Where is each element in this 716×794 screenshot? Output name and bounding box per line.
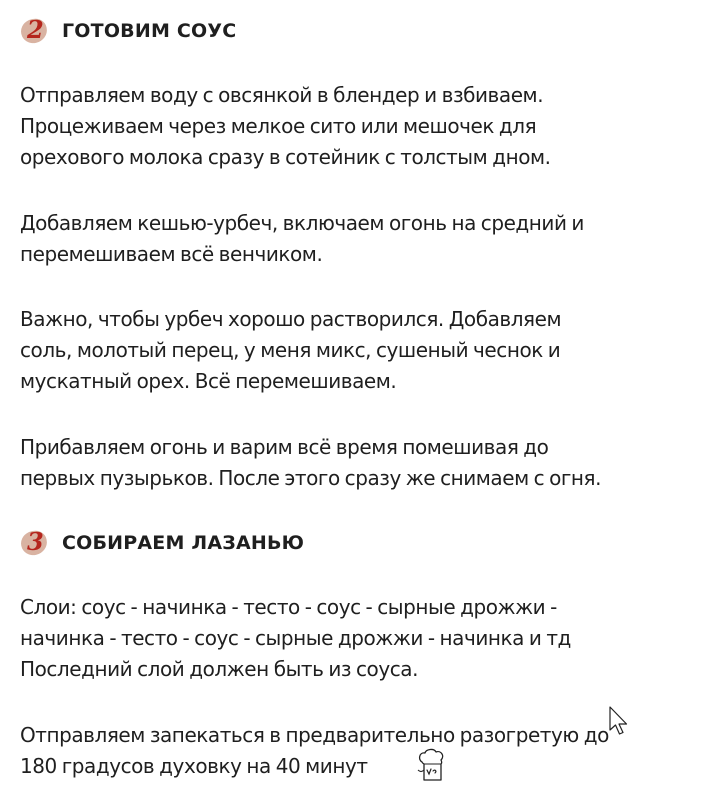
step-number: 3 [27, 527, 44, 556]
text-line: Важно, чтобы урбеч хорошо растворился. Добавляем [20, 307, 562, 331]
paragraph-bake [20, 720, 710, 782]
mouse-pointer-icon [609, 706, 631, 740]
chef-emoji-icon [416, 748, 446, 782]
text-line: Прибавляем огонь и варим всё время помешивая до [20, 435, 549, 459]
step-number: 2 [27, 15, 44, 44]
section-title: СОБИРАЕМ ЛАЗАНЬЮ [62, 532, 305, 554]
step-2-badge-icon [20, 16, 54, 46]
text-line: мускатный орех. Всё перемешиваем. [20, 369, 397, 393]
step-3-badge-icon [20, 528, 54, 558]
paragraph-boil [20, 432, 710, 494]
paragraph-blend [20, 80, 710, 173]
paragraph-urbech [20, 208, 710, 270]
text-line: Отправляем запекаться в предварительно разогретую до [20, 723, 609, 747]
text-line: 180 градусов духовку на 40 минут [20, 754, 368, 778]
text-line: Последний слой должен быть из соуса. [20, 657, 418, 681]
text-line: Слои: соус - начинка - тесто - соус - сырные дрожжи - [20, 595, 557, 619]
text-line: Добавляем кешью-урбеч, включаем огонь на средний и [20, 211, 584, 235]
text-line: орехового молока сразу в сотейник с толстым дном. [20, 145, 551, 169]
text-line: соль, молотый перец, у меня микс, сушеный чеснок и [20, 338, 561, 362]
section-heading-sauce [20, 16, 236, 46]
section-title: ГОТОВИМ СОУС [62, 20, 237, 42]
paragraph-layers [20, 592, 710, 685]
text-line: перемешиваем всё венчиком. [20, 242, 323, 266]
paragraph-spices [20, 304, 710, 397]
text-line: Отправляем воду с овсянкой в блендер и взбиваем. [20, 83, 544, 107]
section-heading-lasagna [20, 528, 304, 558]
text-line: начинка - тесто - соус - сырные дрожжи - начинка и тд [20, 626, 571, 650]
text-line: Процеживаем через мелкое сито или мешочек для [20, 114, 537, 138]
text-line: первых пузырьков. После этого сразу же снимаем с огня. [20, 466, 602, 490]
